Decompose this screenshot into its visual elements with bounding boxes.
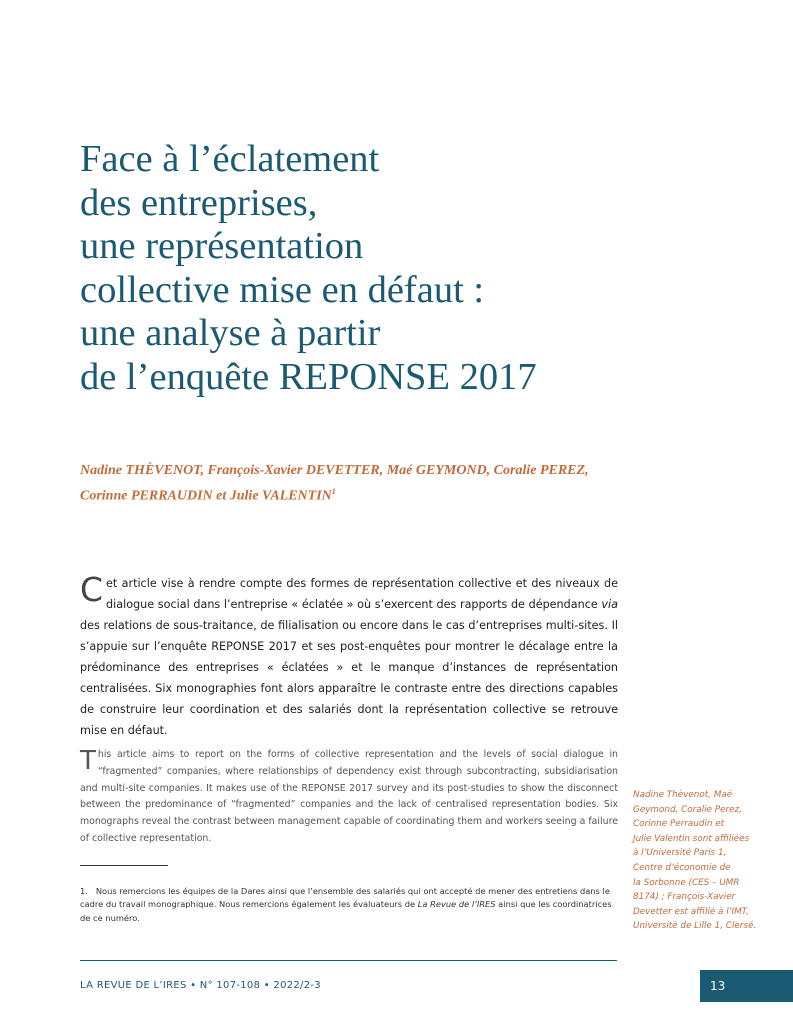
title-line: une représentation xyxy=(80,225,364,267)
footnote-marker[interactable]: 1 xyxy=(331,487,336,496)
authors-line-1: Nadine THÈVENOT, François-Xavier DEVETTER, Maé GEYMOND, Coralie PEREZ, xyxy=(80,463,589,478)
abstract-french-part-1: et article vise à rendre compte des formes de représentation collective et des niveaux de dialogue social dans l’entreprise « éclatée » où s’exercent des rapports de dépendance xyxy=(106,577,618,611)
affiliation-line: Corinne Perraudin et xyxy=(633,819,725,830)
abstract-english xyxy=(80,747,618,848)
affiliation-line: Centre d’économie de xyxy=(633,862,731,873)
footnote xyxy=(80,885,620,925)
abstract-french-via: via xyxy=(601,598,618,611)
title-line: collective mise en défaut : xyxy=(80,268,485,311)
abstract-french-part-2: des relations de sous-traitance, de filialisation ou encore dans le cas d’entreprises multi-sites. Il s’appuie sur l’enquête REPONSE 2017 et ses post-enquêtes pour montrer le décalage entre la prédominance des entreprises « éclatées » et le manque d’instances de représentation centralisées. Six monographies font alors apparaître le contraste entre des directions capables de construire leur coordination et des salariés dont la représentation collective se retrouve mise en défaut. xyxy=(80,619,618,737)
dropcap-english: T xyxy=(80,746,96,776)
abstract-english-text: his article aims to report on the forms of collective representation and the levels of social dialogue in “fragmented” companies, where relationships of dependency exist through subcontracting, subsidiarisation and multi-site companies. It makes use of the REPONSE 2017 survey and its post-studies to show the disconnect between the predominance of “fragmented” companies and the lack of centralised representation bodies. Six monographs reveal the contrast between management capable of coordinating them and workers seeing a failure of collective representation. xyxy=(80,749,618,844)
authors xyxy=(80,460,640,507)
affiliation-line: Julie Valentin sont affiliées xyxy=(633,833,750,844)
affiliation-line: la Sorbonne (CES – UMR xyxy=(633,877,740,888)
footnote-divider xyxy=(80,865,168,866)
affiliation-line: Geymond, Coralie Perez, xyxy=(633,804,742,815)
dropcap-french: C xyxy=(80,570,104,609)
footnote-text-1: Nous remercions les équipes de la Dares ainsi que l’ensemble des salariés qui ont accepté de mener des entretiens dans le cadre du travail monographique. Nous remercions également les évaluateurs de xyxy=(80,886,610,910)
article-title xyxy=(80,138,640,399)
running-footer: LA REVUE DE L’IRES • N° 107-108 • 2022/2-3 xyxy=(80,980,321,991)
affiliation-line: Université de Lille 1, Clersé. xyxy=(633,921,757,932)
author-affiliations xyxy=(633,788,773,934)
affiliation-line: à l’Université Paris 1, xyxy=(633,848,727,859)
footnote-text-2: ainsi que les coordinatrices de ce numéro. xyxy=(80,899,612,923)
abstract-french xyxy=(80,570,618,741)
affiliation-line: 8174) ; François-Xavier xyxy=(633,892,736,903)
footnote-number: 1. xyxy=(80,886,88,896)
footnote-journal: La Revue de l’IRES xyxy=(417,899,496,910)
title-line: une analyse à partir xyxy=(80,312,381,354)
title-line: Face à l’éclatement xyxy=(80,138,380,180)
affiliation-line: Devetter est affilié à l’IMT, xyxy=(633,906,749,917)
affiliation-line: Nadine Thèvenot, Maé xyxy=(633,790,733,800)
authors-line-2-text: Corinne PERRAUDIN et Julie VALENTIN xyxy=(80,488,332,504)
title-line: des entreprises, xyxy=(80,181,318,224)
authors-line-2 xyxy=(80,481,640,507)
footer-divider xyxy=(80,960,617,961)
page-number: 13 xyxy=(700,970,793,1002)
title-line: de l’enquête REPONSE 2017 xyxy=(80,355,537,398)
